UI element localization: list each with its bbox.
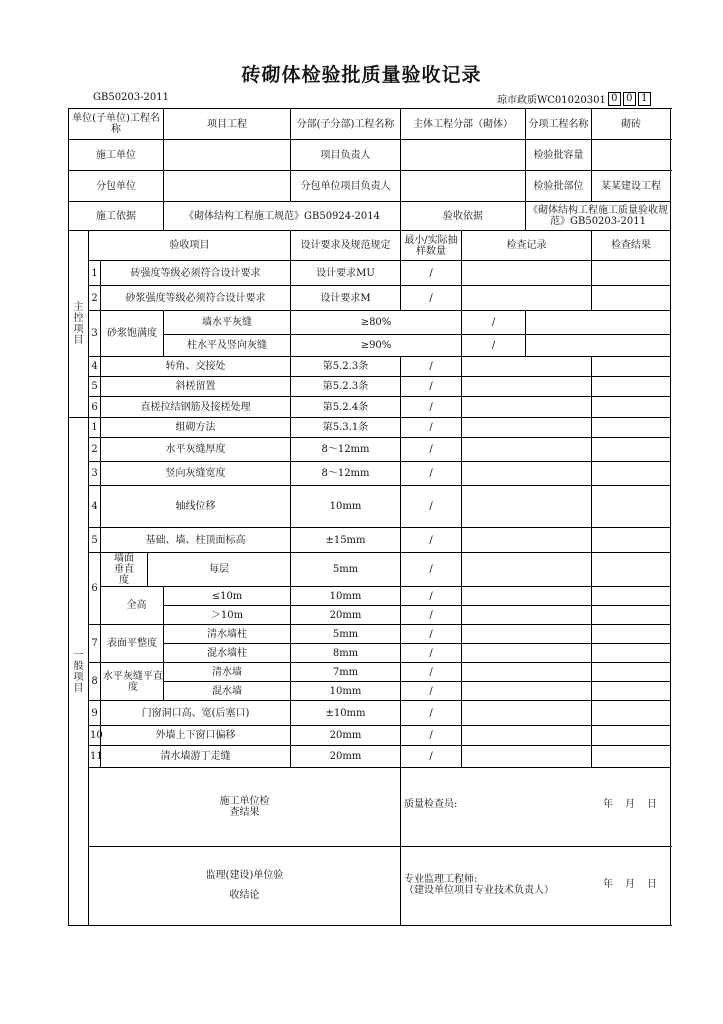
doc-number-box[interactable]: 0 [623,92,636,106]
item-no: 1 [89,261,101,286]
item-result[interactable] [592,377,671,397]
engineer-block [404,874,554,896]
table-row [69,438,671,462]
item-result[interactable] [592,644,671,663]
date-year: 年 [603,879,613,890]
item-sample[interactable]: / [401,377,462,397]
item-result[interactable] [592,553,671,587]
item-result[interactable] [592,357,671,377]
construction-check-value[interactable] [401,768,671,847]
item-no: 6 [89,397,101,418]
full-height-label: 全高 [101,587,164,625]
item-sample[interactable]: / [401,625,462,644]
batch-location-label: 检验批部位 [526,171,592,202]
item-no: 8 [89,663,101,701]
project-leader-value[interactable] [401,140,526,171]
doc-number-box[interactable]: 0 [608,92,621,106]
item-no: 3 [89,311,101,357]
item-no: 11 [89,746,101,768]
item-name: 组砌方法 [101,418,291,438]
standard-code: GB50203-2011 [93,92,169,103]
doc-number-box[interactable]: 1 [638,92,651,106]
item-sample[interactable]: / [401,553,462,587]
table-row [69,261,671,286]
basis-value: 《砌体结构工程施工规范》GB50924-2014 [164,202,401,231]
item-record[interactable] [462,528,592,553]
date-day: 日 [647,798,657,810]
item-record[interactable] [462,587,592,606]
item-req: 20mm [291,726,401,746]
item-name: 转角、交接处 [101,357,291,377]
unit-value[interactable]: 项目工程 [164,109,291,140]
straightness-a: 清水墙 [164,663,291,682]
unit-label: 单位(子单位)工程名称 [69,109,164,140]
table-row [69,311,671,335]
table-row [69,462,671,486]
inspector-label: 质量检查员: [404,798,458,810]
item-result[interactable] [592,462,671,486]
item-no: 2 [89,286,101,311]
item-req: 设计要求M [291,286,401,311]
item-no: 9 [89,701,101,726]
item-sample[interactable]: / [401,726,462,746]
table-row [69,553,671,587]
item-req: ±15mm [291,528,401,553]
item-result[interactable] [592,418,671,438]
table-row [69,726,671,746]
table-row [69,486,671,528]
engineer-sign-row [402,874,669,898]
gt10-label: ＞10m [164,606,291,625]
item-sample[interactable]: / [401,682,462,701]
item-result[interactable] [592,606,671,625]
table-row [69,397,671,418]
batch-capacity-value[interactable] [592,140,671,171]
item-name: 墙水平灰缝 [164,311,291,335]
item-sample[interactable]: / [401,418,462,438]
item-no: 5 [89,377,101,397]
header-row [69,171,671,202]
flatness-label: 表面平整度 [101,625,164,663]
item-req: 20mm [291,746,401,768]
item-req: 设计要求MU [291,261,401,286]
table-row [69,625,671,644]
column-header-row [69,231,671,261]
batch-location-value[interactable]: 某某建设工程 [592,171,671,202]
item-req: ≥80% [291,311,462,335]
item-record[interactable] [462,357,592,377]
item-name: 门窗洞口高、宽(后塞口) [101,701,291,726]
item-sample[interactable]: / [462,311,526,335]
col-result: 检查结果 [592,231,671,261]
item-sample[interactable]: / [401,397,462,418]
supervision-text: 监理(建设)单位验收结论 [205,870,284,901]
col-item: 验收项目 [89,231,291,261]
item-result[interactable] [592,261,671,286]
general-section-text: 一般项目 [73,649,84,694]
item-record[interactable] [462,625,592,644]
table-row [69,377,671,397]
per-floor-label: 每层 [148,553,291,587]
supervision-label [89,847,401,926]
construction-check-row [69,768,671,847]
construction-check-label [89,768,401,847]
item-name: 斜槎留置 [101,377,291,397]
item-record[interactable] [462,377,592,397]
item-record[interactable] [526,311,671,335]
item-record[interactable] [462,438,592,462]
construction-check-text: 施工单位检查结果 [219,796,270,818]
engineer-note: （建设单位项目专业技术负责人） [404,885,554,896]
table-row [69,418,671,438]
item-sample[interactable]: / [401,286,462,311]
table-row [69,528,671,553]
table-row [69,701,671,726]
main-section-label [69,231,89,418]
item-record[interactable] [462,726,592,746]
item-result[interactable] [592,663,671,682]
item-sample[interactable]: / [401,746,462,768]
item-name: 砖强度等级必须符合设计要求 [101,261,291,286]
item-name: 竖向灰缝宽度 [101,462,291,486]
item-req: 8～12mm [291,462,401,486]
item-sample[interactable]: / [401,528,462,553]
item-record[interactable] [462,553,592,587]
table-row [69,746,671,768]
doc-number [497,91,651,106]
item-sample[interactable]: / [401,663,462,682]
item-req: 第5.3.1条 [291,418,401,438]
item-record[interactable] [462,286,592,311]
table-row [69,663,671,682]
table-row [69,286,671,311]
item-result[interactable] [592,587,671,606]
header-row [69,202,671,231]
flatness-a: 清水墙柱 [164,625,291,644]
item-sample[interactable]: / [401,701,462,726]
supervision-date [591,879,657,896]
item-sample[interactable]: / [401,486,462,528]
page-title: 砖砌体检验批质量验收记录 [241,64,482,86]
main-section-text: 主控项目 [73,302,84,346]
item-no: 6 [89,553,101,625]
item-req: 10mm [291,486,401,528]
header-row [69,109,671,140]
item-req: 7mm [291,663,401,682]
item-name: 基础、墙、柱顶面标高 [101,528,291,553]
verticality-text: 墙面垂直度 [114,553,134,586]
item-record[interactable] [462,606,592,625]
item-result[interactable] [592,625,671,644]
item-req: 第5.2.3条 [291,357,401,377]
subitem-value[interactable]: 砌砖 [592,109,671,140]
item-sample[interactable]: / [401,587,462,606]
supervision-row [69,847,671,926]
acceptance-basis-value: 《砌体结构工程施工质量验收规范》GB50203-2011 [526,202,671,231]
subitem-label: 分项工程名称 [526,109,592,140]
item-no: 2 [89,438,101,462]
item-name: 柱水平及竖向灰缝 [164,335,291,357]
item-group: 砂浆饱满度 [101,311,164,357]
item-record[interactable] [462,397,592,418]
construction-unit-label: 施工单位 [69,140,164,171]
item-name: 砂浆强度等级必须符合设计要求 [101,286,291,311]
item-result[interactable] [592,438,671,462]
date-month: 月 [625,798,635,810]
subcontract-leader-value[interactable] [401,171,526,202]
item-req: 第5.2.4条 [291,397,401,418]
division-value[interactable]: 主体工程分部（砌体） [401,109,526,140]
batch-capacity-label: 检验批容量 [526,140,592,171]
item-no: 1 [89,418,101,438]
item-sample[interactable]: / [401,438,462,462]
date-day: 日 [647,879,657,890]
col-requirement: 设计要求及规范规定 [291,231,401,261]
item-name: 直槎拉结钢筋及接槎处理 [101,397,291,418]
item-req: 8mm [291,644,401,663]
item-req: 第5.2.3条 [291,377,401,397]
item-record[interactable] [462,701,592,726]
item-sample[interactable]: / [401,644,462,663]
inspector-sign-row [402,799,669,816]
col-sample: 最小/实际抽样数量 [401,231,462,261]
inspection-date [591,799,657,810]
item-result[interactable] [592,682,671,701]
item-result[interactable] [592,528,671,553]
date-year: 年 [603,798,613,810]
item-record[interactable] [526,335,671,357]
item-req: 20mm [291,606,401,625]
item-no: 5 [89,528,101,553]
construction-unit-value[interactable] [164,140,291,171]
item-record[interactable] [462,746,592,768]
item-req: ≥90% [291,335,462,357]
item-name: 水平灰缝厚度 [101,438,291,462]
item-record[interactable] [462,418,592,438]
subcontract-unit-label: 分包单位 [69,171,164,202]
col-record: 检查记录 [462,231,592,261]
item-name: 清水墙游丁走缝 [101,746,291,768]
acceptance-basis-label: 验收依据 [401,202,526,231]
item-name: 外墙上下窗口偏移 [101,726,291,746]
subcontract-unit-value[interactable] [164,171,291,202]
header-row [69,140,671,171]
item-req: ±10mm [291,701,401,726]
item-record[interactable] [462,462,592,486]
item-req: 5mm [291,553,401,587]
date-month: 月 [625,879,635,890]
item-sample[interactable]: / [401,606,462,625]
item-record[interactable] [462,644,592,663]
item-result[interactable] [592,486,671,528]
verticality-label [101,553,148,587]
item-result[interactable] [592,286,671,311]
division-label: 分部(子分部)工程名称 [291,109,401,140]
flatness-b: 混水墙柱 [164,644,291,663]
item-sample[interactable]: / [401,462,462,486]
item-result[interactable] [592,397,671,418]
item-req: 10mm [291,682,401,701]
le10-label: ≤10m [164,587,291,606]
table-row [69,587,671,606]
straightness-text: 水平灰缝平直度 [103,670,163,693]
item-req: 8～12mm [291,438,401,462]
item-result[interactable] [592,701,671,726]
item-record[interactable] [462,663,592,682]
item-no: 4 [89,357,101,377]
inspection-table [68,108,671,926]
doc-number-prefix: 琼市政质WC01020301 [497,95,606,106]
item-sample[interactable]: / [401,357,462,377]
item-sample[interactable]: / [462,335,526,357]
engineer-label: 专业监理工程师: [404,874,478,885]
table-row [69,357,671,377]
item-record[interactable] [462,261,592,286]
supervision-value[interactable] [401,847,671,926]
subcontract-leader-label: 分包单位项目负责人 [291,171,401,202]
item-record[interactable] [462,486,592,528]
item-no: 3 [89,462,101,486]
item-no: 7 [89,625,101,663]
item-name: 轴线位移 [101,486,291,528]
item-result[interactable] [592,746,671,768]
item-record[interactable] [462,682,592,701]
item-no: 10 [89,726,101,746]
item-no: 4 [89,486,101,528]
basis-label: 施工依据 [69,202,164,231]
general-section-label [69,418,89,926]
item-req: 5mm [291,625,401,644]
item-sample[interactable]: / [401,261,462,286]
item-result[interactable] [592,726,671,746]
project-leader-label: 项目负责人 [291,140,401,171]
straightness-label [101,663,164,701]
straightness-b: 混水墙 [164,682,291,701]
item-req: 10mm [291,587,401,606]
